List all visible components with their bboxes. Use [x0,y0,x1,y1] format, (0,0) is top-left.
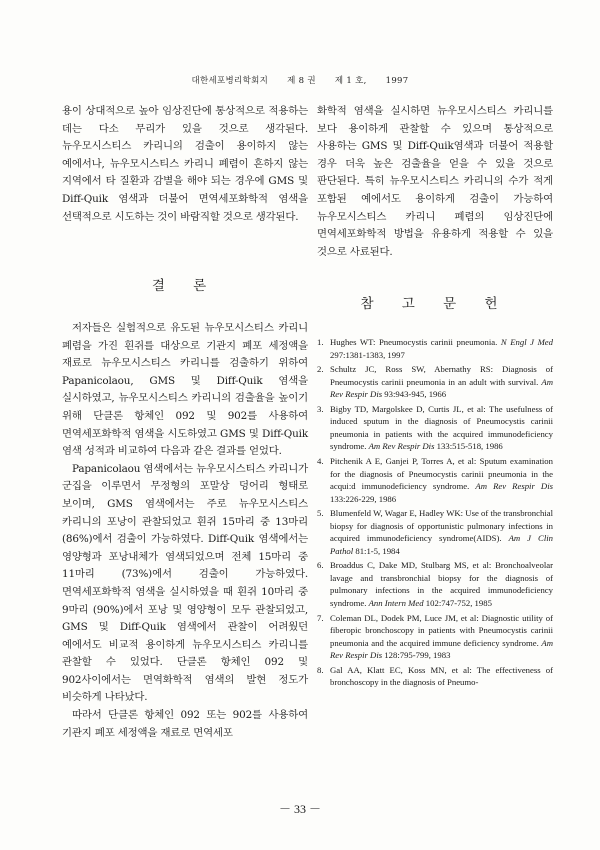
reference-text [330,559,553,609]
reference-pages: 128:795-799, 1983 [384,650,451,661]
reference-number: 7. [317,612,324,623]
volume-label: 제 8 권 [287,76,316,86]
reference-citation: Broaddus C, Dake MD, Stulbarg MS, et al: Bronchoalveolar lavage and transbronchial biopsy for the diagnosis of pulmonary infections in the acquired immunodeficiency syndrome. [330,560,553,608]
reference-journal: Am Rev Respir Dis [330,637,554,661]
reference-item [317,455,553,505]
references-section [317,336,553,691]
right-column-intro [317,103,553,261]
reference-number: 8. [317,664,324,675]
reference-pages: 102:747-752, 1985 [425,597,492,608]
reference-journal: Ann Intern Med [368,597,424,608]
reference-list [317,336,553,689]
reference-pages: 297:1381-1383, 1997 [330,349,405,360]
journal-name: 대한세포병리학회지 [191,76,269,86]
left-column-intro [62,103,308,226]
reference-text [330,507,553,557]
reference-citation: Gal AA, Klatt EC, Koss MN, et al: The effectiveness of bronchoscopy in the diagnosis of Pneumo- [330,664,553,688]
reference-number: 4. [317,456,324,467]
conclusion-paragraph-1: 저자들은 실험적으로 유도된 뉴우모시스티스 카리니 폐렴을 가진 흰쥐를 대상으로 기관지 폐포 세정액을 재료로 뉴우모시스티스 카리니를 검출하기 위하여 Papanicolaou, GMS 및 Diff-Quik 염색을 실시하였고, 뉴우모시스티스 카리니의 검출율을 높이기 위해 단클론 항체인 092 및 902를 사용하여 면역세포화학적 염색을 시도하였고 GMS 및 Diff-Quik 염색 성적과 비교하여 다음과 같은 결과를 얻었다. [62,322,308,458]
reference-number: 6. [317,560,324,571]
reference-citation: Hughes WT: Pneumocystis carinii pneumonia. [330,337,498,347]
reference-item [317,612,553,662]
reference-citation: Pitchenik A E, Ganjei P, Torres A, et al: Sputum examination for the diagnosis of Pneumocystis carinii pneumonia in the acqui:d immunodeficiency syndrome. [330,456,553,492]
reference-citation: Blumenfeld W, Wagar E, Hadley WK: Use of the transbronchial biopsy for diagnosis of opportunistic pulmonary infections in acquired immunodeficiency syndrome(AIDS). [330,508,553,544]
running-header [0,74,600,86]
left-column-conclusion [62,320,308,742]
reference-text [330,612,553,662]
reference-text [330,336,553,361]
page-number: － 33 － [278,802,321,816]
conclusion-paragraph-2: Papanicolaou 염색에서는 뉴우모시스티스 카리니가 군집을 이루면서 무정형의 포말상 덩어리 형태로 보이며, GMS 염색에서는 주로 뉴우모시스티스 카리니의 포낭이 관찰되었고 흰쥐 15마리 중 13마리(86%)에서 검출이 가능하였다. Diff-Quik 염색에서는 영양형과 포낭내체가 염색되었으며 전체 15마리 중 11마리 (73%)에서 검출이 가능하였다. 면역세포화학적 염색을 실시하였을 때 흰쥐 10마리 중 9마리 (90%)에서 포낭 및 영양형이 모두 관찰되었고, GMS 및 Diff-Quik 염색에서 관찰이 어려웠던 예에서도 비교적 용이하게 뉴우모시스티스 카리니를 관찰할 수 있었다. 단클론 항체인 092 및 902사이에서는 면역화학적 염색의 발현 정도가 비슷하게 나타났다. [62,462,308,704]
references-heading: 참 고 문 헌 [360,296,510,312]
reference-journal: N Engl J Med [500,337,554,347]
reference-item [317,403,553,453]
reference-text [330,664,553,689]
reference-item [317,559,553,609]
reference-item [317,507,553,557]
reference-number: 1. [317,337,324,347]
reference-pages: 133:515-518, 1986 [436,441,503,452]
reference-text [330,403,553,453]
reference-journal: Am J Clin Pathol [330,533,553,556]
reference-citation: Coleman DL, Dodek PM, Luce JM, et al: Diagnostic utility of fiberopic bronchoscopy in patients with Pneumocystis carinii pneumonia and the acquired immune deficiency syndrome. [330,612,553,648]
reference-citation: Bigby TD, Margolskee D, Curtis JL, et al: The usefulness of induced sputum in the diagnosis of Pneumocystis carinii pneumonia in patients with the acquired immunodeficiency syndrome. [330,403,553,452]
reference-pages: 93:943-945, 1966 [384,389,447,400]
left-intro-paragraph: 용이 상대적으로 높아 임상진단에 통상적으로 적용하는 데는 다소 무리가 있을 것으로 생각된다. 뉴우모시스티스 카리니의 검출이 용이하지 않는 예에서나, 뉴우모시스티스 카리니 폐렴이 흔하지 않는 지역에서 타 질환과 감별을 해야 되는 경우에 GMS 및 Diff-Quik 염색과 더불어 면역세포화학적 염색을 선택적으로 시도하는 것이 바람직할 것으로 생각된다. [62,105,308,223]
reference-journal: Am Rev Respir Dis [330,376,554,400]
reference-journal: Am Rev Respir Dis [475,481,554,492]
reference-item [317,664,553,689]
reference-citation: Schultz JC, Ross SW, Abernathy RS: Diagnosis of Pneumocystis carinii pneumonia in an adult with survival. [330,364,553,387]
reference-text [330,455,553,505]
reference-number: 2. [317,364,324,375]
year-label: 1997 [385,76,409,86]
reference-pages: 81:1-5, 1984 [355,545,400,556]
issue-label: 제 1 호, [334,76,367,86]
conclusion-heading: 결 론 [151,278,219,294]
reference-number: 3. [317,403,324,414]
right-intro-paragraph: 화학적 염색을 실시하면 뉴우모시스티스 카리니를 보다 용이하게 관찰할 수 있으며 통상적으로 사용하는 GMS 및 Diff-Quik염색과 더불어 적용할 경우 더욱 높은 검출율을 얻을 수 있을 것으로 판단된다. 특히 뉴우모시스티스 카리니의 수가 적게 포함된 예에서도 용이하게 검출이 가능하여 뉴우모시스티스 카리니 폐렴의 임상진단에 면역세포화학적 방법을 유용하게 적용할 수 있을 것으로 사료된다. [317,105,553,258]
reference-text [330,363,553,401]
reference-journal: Am Rev Respir Dis [368,441,435,452]
reference-pages: 133:226-229, 1986 [330,493,397,504]
reference-item [317,363,553,401]
reference-number: 5. [317,508,324,519]
reference-item [317,336,553,361]
conclusion-paragraph-3: 따라서 단클론 항체인 092 또는 902를 사용하여 기관지 폐포 세정액을 재료로 면역세포 [62,709,308,739]
